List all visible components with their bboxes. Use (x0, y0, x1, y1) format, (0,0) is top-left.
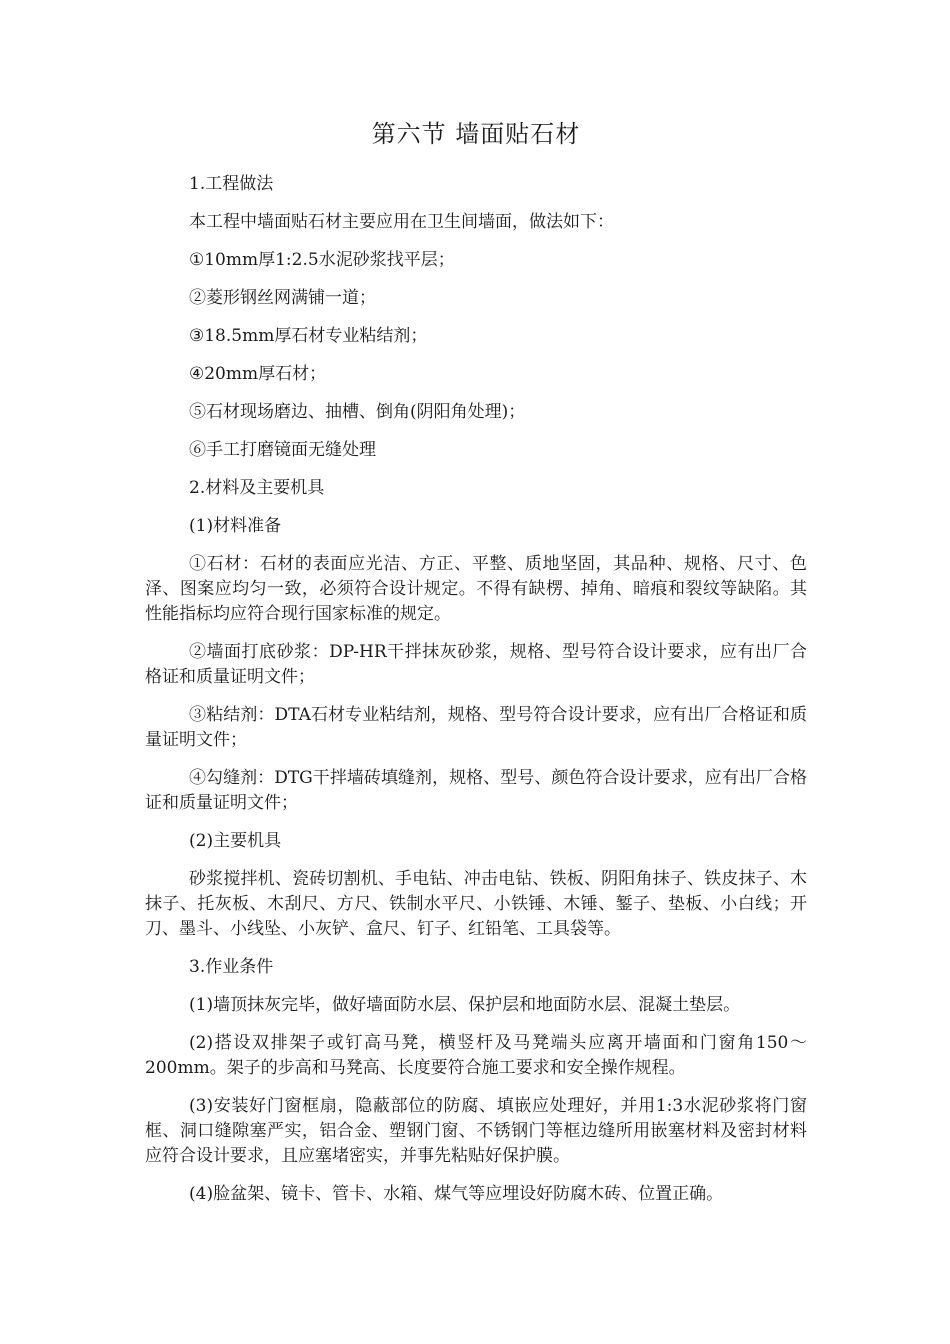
paragraph-condition-2: (2)搭设双排架子或钉高马凳，横竖杆及马凳端头应离开墙面和门窗角150～200mm。架子的步高和马凳高、长度要符合施工要求和安全操作规程。 (145, 1033, 807, 1078)
paragraph-mortar: ②墙面打底砂浆：DP-HR干拌抹灰砂浆，规格、型号符合设计要求，应有出厂合格证和质量证明文件； (145, 642, 807, 687)
subheading-materials: (1)材料准备 (189, 516, 282, 536)
paragraph-condition-4: (4)脸盆架、镜卡、管卡、水箱、煤气等应埋设好防腐木砖、位置正确。 (189, 1184, 724, 1204)
section-title: 第六节 墙面贴石材 (371, 120, 581, 148)
list-item-1: ①10mm厚1:2.5水泥砂浆找平层； (189, 250, 455, 270)
heading-construction-method: 1.工程做法 (189, 174, 274, 194)
paragraph-condition-3: (3)安装好门窗框扇，隐蔽部位的防腐、填嵌应处理好，并用1:3水泥砂浆将门窗框、洞口缝隙塞严实，铝合金、塑钢门窗、不锈钢门等框边缝所用嵌塞材料及密封材料应符合设计要求，且应塞堵密实，并事先粘贴好保护膜。 (145, 1096, 807, 1166)
paragraph-tool-list: 砂浆搅拌机、瓷砖切割机、手电钻、冲击电钻、铁板、阴阳角抹子、铁皮抹子、木抹子、托灰板、木刮尺、方尺、铁制水平尺、小铁锤、木锤、錾子、垫板、小白线；开刀、墨斗、小线坠、小灰铲、盒尺、钉子、红铅笔、工具袋等。 (145, 869, 807, 939)
paragraph-condition-1: (1)墙顶抹灰完毕，做好墙面防水层、保护层和地面防水层、混凝土垫层。 (189, 995, 741, 1015)
subheading-tools: (2)主要机具 (189, 831, 282, 851)
document-page (145, 118, 807, 1220)
list-item-4: ④20mm厚石材； (189, 364, 327, 384)
paragraph-intro: 本工程中墙面贴石材主要应用在卫生间墙面，做法如下： (189, 212, 614, 232)
list-item-3: ③18.5mm厚石材专业粘结剂； (189, 326, 428, 346)
paragraph-stone: ①石材：石材的表面应光洁、方正、平整、质地坚固，其品种、规格、尺寸、色泽、图案应均匀一致，必须符合设计规定。不得有缺楞、掉角、暗痕和裂纹等缺陷。其性能指标均应符合现行国家标准的规定。 (145, 554, 807, 624)
paragraph-adhesive: ③粘结剂：DTA石材专业粘结剂，规格、型号符合设计要求，应有出厂合格证和质量证明文件； (145, 705, 807, 750)
list-item-6: ⑥手工打磨镜面无缝处理 (189, 440, 376, 460)
heading-materials-tools: 2.材料及主要机具 (189, 478, 325, 498)
list-item-5: ⑤石材现场磨边、抽槽、倒角(阴阳角处理)； (189, 402, 526, 422)
heading-work-conditions: 3.作业条件 (189, 957, 274, 977)
list-item-2: ②菱形钢丝网满铺一道； (189, 288, 376, 308)
paragraph-grout: ④勾缝剂：DTG干拌墙砖填缝剂，规格、型号、颜色符合设计要求，应有出厂合格证和质量证明文件； (145, 768, 807, 813)
